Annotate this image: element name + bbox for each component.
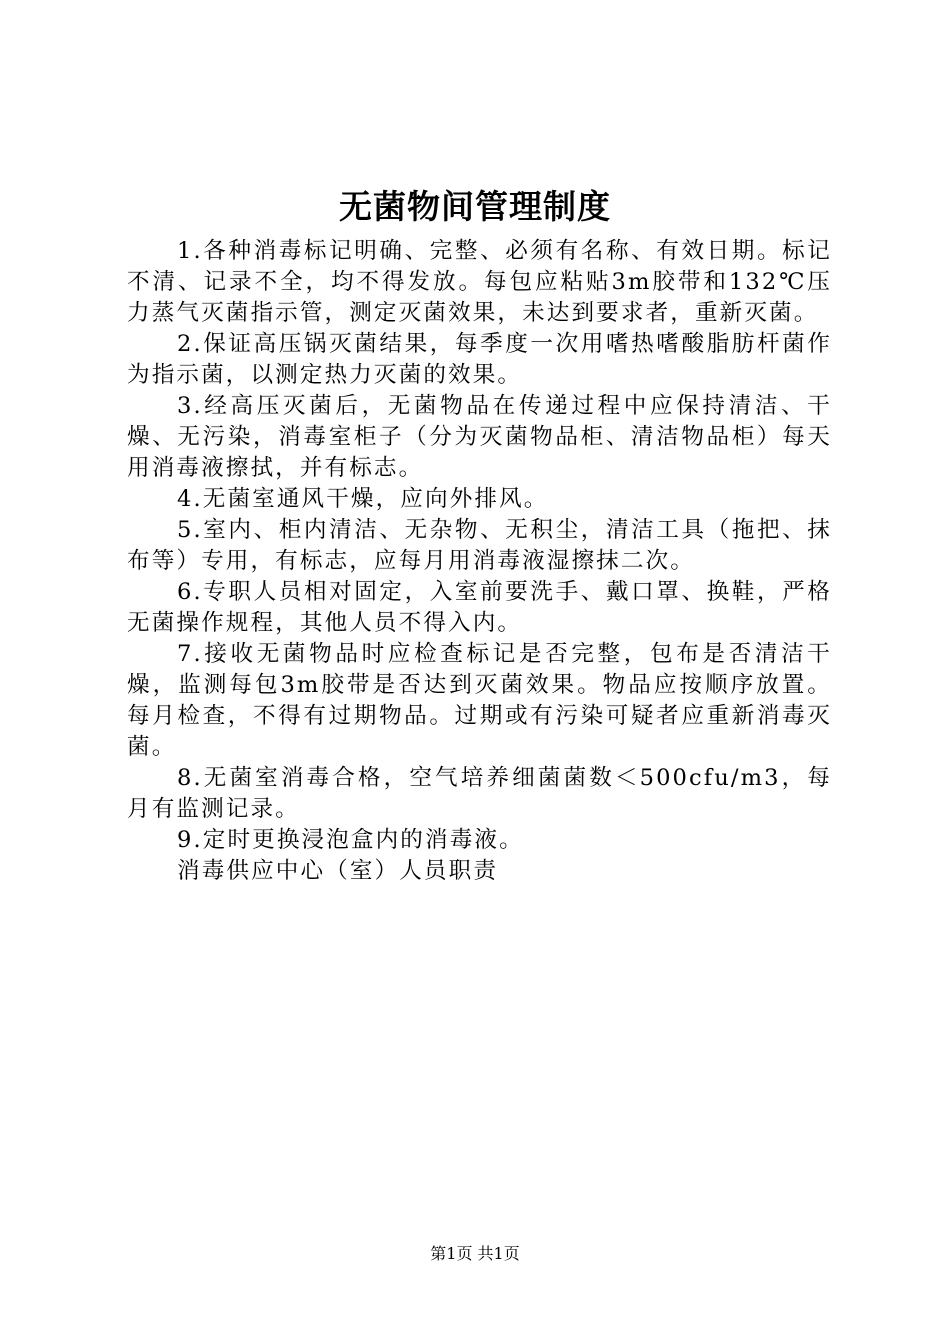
document-title: 无菌物间管理制度 — [339, 187, 611, 226]
paragraph-7: 7.接收无菌物品时应检查标记是否完整，包布是否清洁干燥，监测每包3m胶带是否达到灭菌效果。物品应按顺序放置。每月检查，不得有过期物品。过期或有污染可疑者应重新消毒灭菌。 — [127, 641, 832, 760]
paragraph-3: 3.经高压灭菌后，无菌物品在传递过程中应保持清洁、干燥、无污染，消毒室柜子（分为灭菌物品柜、清洁物品柜）每天用消毒液擦拭，并有标志。 — [127, 393, 832, 481]
section-heading-staff-duties: 消毒供应中心（室）人员职责 — [177, 858, 499, 884]
paragraph-8: 8.无菌室消毒合格，空气培养细菌菌数＜500cfu/m3，每月有监测记录。 — [127, 765, 832, 822]
paragraph-2: 2.保证高压锅灭菌结果，每季度一次用嗜热嗜酸脂肪杆菌作为指示菌，以测定热力灭菌的效果。 — [127, 331, 832, 388]
document-body — [127, 236, 832, 887]
paragraph-6: 6.专职人员相对固定，入室前要洗手、戴口罩、换鞋，严格无菌操作规程，其他人员不得入内。 — [127, 579, 832, 636]
paragraph-5: 5.室内、柜内清洁、无杂物、无积尘，清洁工具（拖把、抹布等）专用，有标志，应每月用消毒液湿擦抹二次。 — [127, 517, 832, 574]
paragraph-9: 9.定时更换浸泡盒内的消毒液。 — [177, 827, 524, 853]
page-number-footer: 第1页 共1页 — [430, 1244, 520, 1263]
paragraph-4: 4.无菌室通风干燥，应向外排风。 — [177, 486, 549, 512]
paragraph-1: 1.各种消毒标记明确、完整、必须有名称、有效日期。标记不清、记录不全，均不得发放。每包应粘贴3m胶带和132℃压力蒸气灭菌指示管，测定灭菌效果，未达到要求者，重新灭菌。 — [127, 238, 832, 326]
